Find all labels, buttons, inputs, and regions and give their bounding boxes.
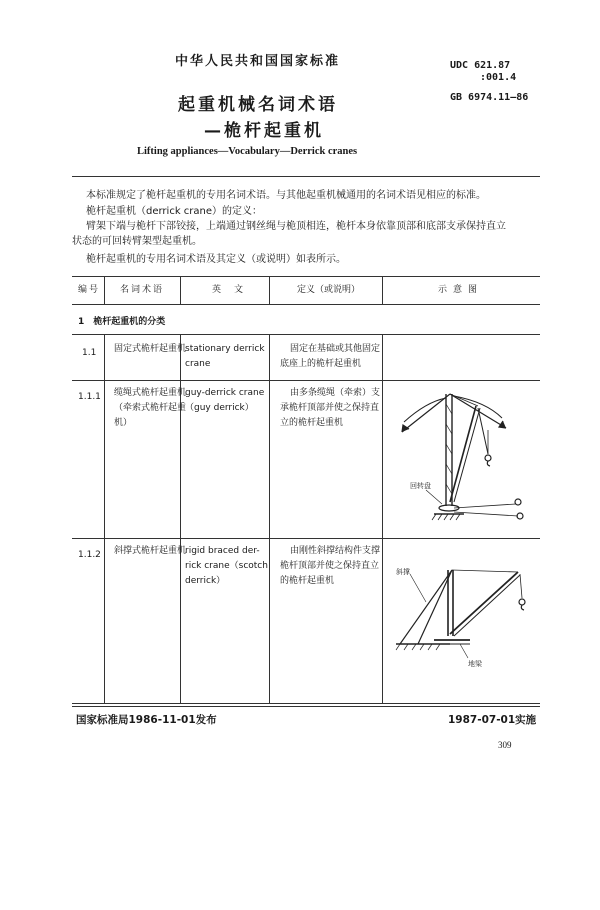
section-title: 1 桅杆起重机的分类 — [78, 317, 166, 327]
header-diagram: 示意图 — [438, 285, 484, 295]
row-english: rigid braced der- rick crane（scotch derrick） — [185, 546, 268, 586]
row-rule-2 — [72, 538, 540, 539]
col-divider — [382, 334, 383, 703]
col-divider — [104, 276, 105, 304]
row-definition: 固定在基础或其他固定 底座上的桅杆起重机 — [280, 344, 381, 369]
row-number: 1.1.2 — [78, 550, 101, 560]
intro-paragraph-5: 桅杆起重机的专用名词术语及其定义（或说明）如表所示。 — [86, 254, 346, 265]
header-number: 编号 — [78, 285, 101, 295]
row-number: 1.1 — [82, 348, 97, 358]
table-border-bottom — [72, 703, 540, 704]
bottom-divider — [72, 706, 540, 707]
row-rule-1 — [72, 380, 540, 381]
col-divider — [269, 276, 270, 304]
section-rule — [72, 334, 540, 335]
header-english: 英 文 — [212, 285, 246, 295]
page-number: 309 — [498, 740, 512, 750]
diagram-label-brace: 斜撑 — [396, 568, 410, 576]
braced-derrick-diagram — [390, 562, 535, 692]
row-term: 固定式桅杆起重机 — [114, 344, 187, 354]
implementation-date: 1987-07-01实施 — [448, 714, 537, 726]
diagram-label-ground-beam: 地梁 — [468, 660, 482, 668]
publish-date: 国家标准局1986-11-01发布 — [76, 714, 217, 726]
col-divider — [382, 276, 383, 304]
row-number: 1.1.1 — [78, 392, 101, 402]
gb-number: GB 6974.11—86 — [450, 92, 529, 103]
col-divider — [269, 334, 270, 703]
table-border-top — [72, 276, 540, 277]
page-title: 起重机械名词术语 — [178, 95, 338, 115]
header-definition: 定义（或说明） — [297, 285, 361, 295]
intro-paragraph-4: 状态的可回转臂架型起重机。 — [72, 236, 202, 247]
header-term: 名词术语 — [120, 285, 165, 295]
udc-code-suffix: :001.4 — [480, 72, 517, 83]
udc-code: UDC 621.87 — [450, 60, 511, 71]
national-standard-label: 中华人民共和国国家标准 — [175, 54, 341, 69]
row-term: 缆绳式桅杆起重机 （牵索式桅杆起重 机） — [114, 388, 187, 428]
row-english: stationary derrick crane — [185, 344, 265, 369]
intro-paragraph-3: 臂架下端与桅杆下部铰接，上端通过钢丝绳与桅顶相连，桅杆本身依靠顶部和底部支承保持直立 — [86, 221, 506, 232]
english-title: Lifting appliances—Vocabulary—Derrick cranes — [137, 146, 358, 157]
row-definition: 由多条缆绳（牵索）支 承桅杆顶部并使之保持直 立的桅杆起重机 — [280, 388, 381, 428]
row-term: 斜撑式桅杆起重机 — [114, 546, 187, 556]
terms-table — [72, 276, 540, 704]
row-english: guy-derrick crane （guy derrick） — [185, 388, 265, 413]
col-divider — [180, 276, 181, 304]
guy-derrick-diagram — [390, 384, 535, 534]
guy-line — [450, 394, 506, 428]
col-divider — [104, 334, 105, 703]
diagram-label-slewing-disk: 回转盘 — [410, 482, 431, 490]
intro-paragraph-1: 本标准规定了桅杆起重机的专用名词术语。与其他起重机械通用的名词术语见相应的标准。 — [86, 190, 486, 201]
intro-paragraph-2: 桅杆起重机（derrick crane）的定义： — [86, 206, 263, 217]
table-header-rule — [72, 304, 540, 305]
row-definition: 由刚性斜撑结构件支撑 桅杆顶部并使之保持直立 的桅杆起重机 — [280, 546, 381, 586]
page-subtitle: —桅杆起重机 — [204, 121, 324, 141]
top-divider — [72, 176, 540, 177]
guy-line — [402, 394, 450, 432]
